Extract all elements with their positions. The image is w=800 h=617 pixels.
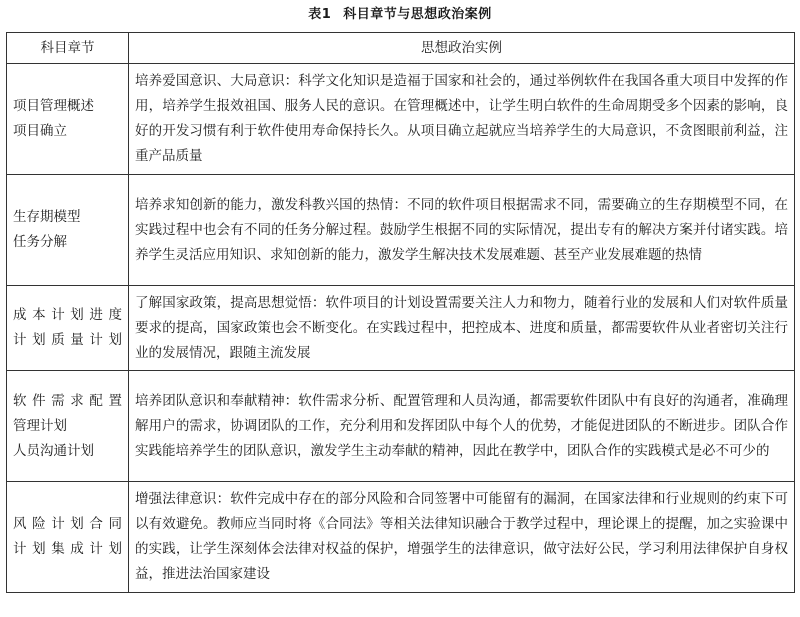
table-number: 表1 bbox=[308, 7, 332, 22]
chapter-line: 计划集成计划 bbox=[13, 541, 122, 557]
example-cell: 培养团队意识和奉献精神：软件需求分析、配置管理和人员沟通，都需要软件团队中有良好的沟通者，准确理解用户的需求，协调团队的工作，充分利用和发挥团队中每个人的优势，才能促进团队的不断进步。团队合作实践能培养学生的团队意识，激发学生主动奉献的精神，因此在教学中，团队合作的实践模式是必不可少的 bbox=[129, 371, 795, 482]
header-chapter: 科目章节 bbox=[7, 33, 129, 64]
chapter-line: 管理计划 bbox=[13, 417, 67, 434]
chapter-line: 风险计划合同 bbox=[13, 516, 122, 532]
example-cell: 增强法律意识：软件完成中存在的部分风险和合同签署中可能留有的漏洞，在国家法律和行业规则的约束下可以有效避免。教师应当同时将《合同法》等相关法律知识融合于教学过程中，理论课上的提醒，加之实验课中的实践，让学生深刻体会法律对权益的保护，增强学生的法律意识，做守法好公民，学习利用法律保护自身权益，推进法治国家建设 bbox=[129, 482, 795, 593]
chapter-line: 项目确立 bbox=[13, 123, 67, 139]
header-example: 思想政治实例 bbox=[129, 33, 795, 64]
example-cell: 了解国家政策，提高思想觉悟：软件项目的计划设置需要关注人力和物力，随着行业的发展和人们对软件质量要求的提高，国家政策也会不断变化。在实践过程中，把控成本、进度和质量，都需要软件从业者密切关注行业的发展情况，跟随主流发展 bbox=[129, 286, 795, 371]
table-caption bbox=[0, 6, 800, 26]
table-row bbox=[7, 482, 795, 593]
table-row bbox=[7, 175, 795, 286]
example-cell: 培养求知创新的能力，激发科教兴国的热情：不同的软件项目根据需求不同，需要确立的生存期模型不同，在实践过程中也会有不同的任务分解过程。鼓励学生根据不同的实际情况，提出专有的解决方案并付诸实践。培养学生灵活应用知识、求知创新的能力，激发学生解决技术发展难题、甚至产业发展难题的热情 bbox=[129, 175, 795, 286]
chapter-line: 任务分解 bbox=[13, 234, 67, 250]
chapter-line: 人员沟通计划 bbox=[13, 442, 94, 459]
table-title: 科目章节与思想政治案例 bbox=[343, 7, 492, 22]
table-row bbox=[7, 371, 795, 482]
chapter-cell bbox=[7, 482, 129, 593]
chapter-line: 计划质量计划 bbox=[13, 332, 122, 348]
table-row bbox=[7, 286, 795, 371]
chapter-line: 软件需求配置 bbox=[13, 392, 122, 409]
chapter-cell bbox=[7, 371, 129, 482]
example-cell: 培养爱国意识、大局意识：科学文化知识是造福于国家和社会的，通过举例软件在我国各重大项目中发挥的作用，培养学生报效祖国、服务人民的意识。在管理概述中，让学生明白软件的生命周期受多个因素的影响，良好的开发习惯有利于软件使用寿命保持长久。从项目确立起就应当培养学生的大局意识，不贪图眼前利益，注重产品质量 bbox=[129, 64, 795, 175]
chapter-cell bbox=[7, 64, 129, 175]
curriculum-table bbox=[6, 32, 795, 593]
table-row bbox=[7, 64, 795, 175]
chapter-cell bbox=[7, 286, 129, 371]
chapter-cell bbox=[7, 175, 129, 286]
chapter-line: 生存期模型 bbox=[13, 209, 81, 225]
chapter-line: 项目管理概述 bbox=[13, 98, 94, 114]
table-header-row bbox=[7, 33, 795, 64]
chapter-line: 成本计划进度 bbox=[13, 307, 122, 323]
